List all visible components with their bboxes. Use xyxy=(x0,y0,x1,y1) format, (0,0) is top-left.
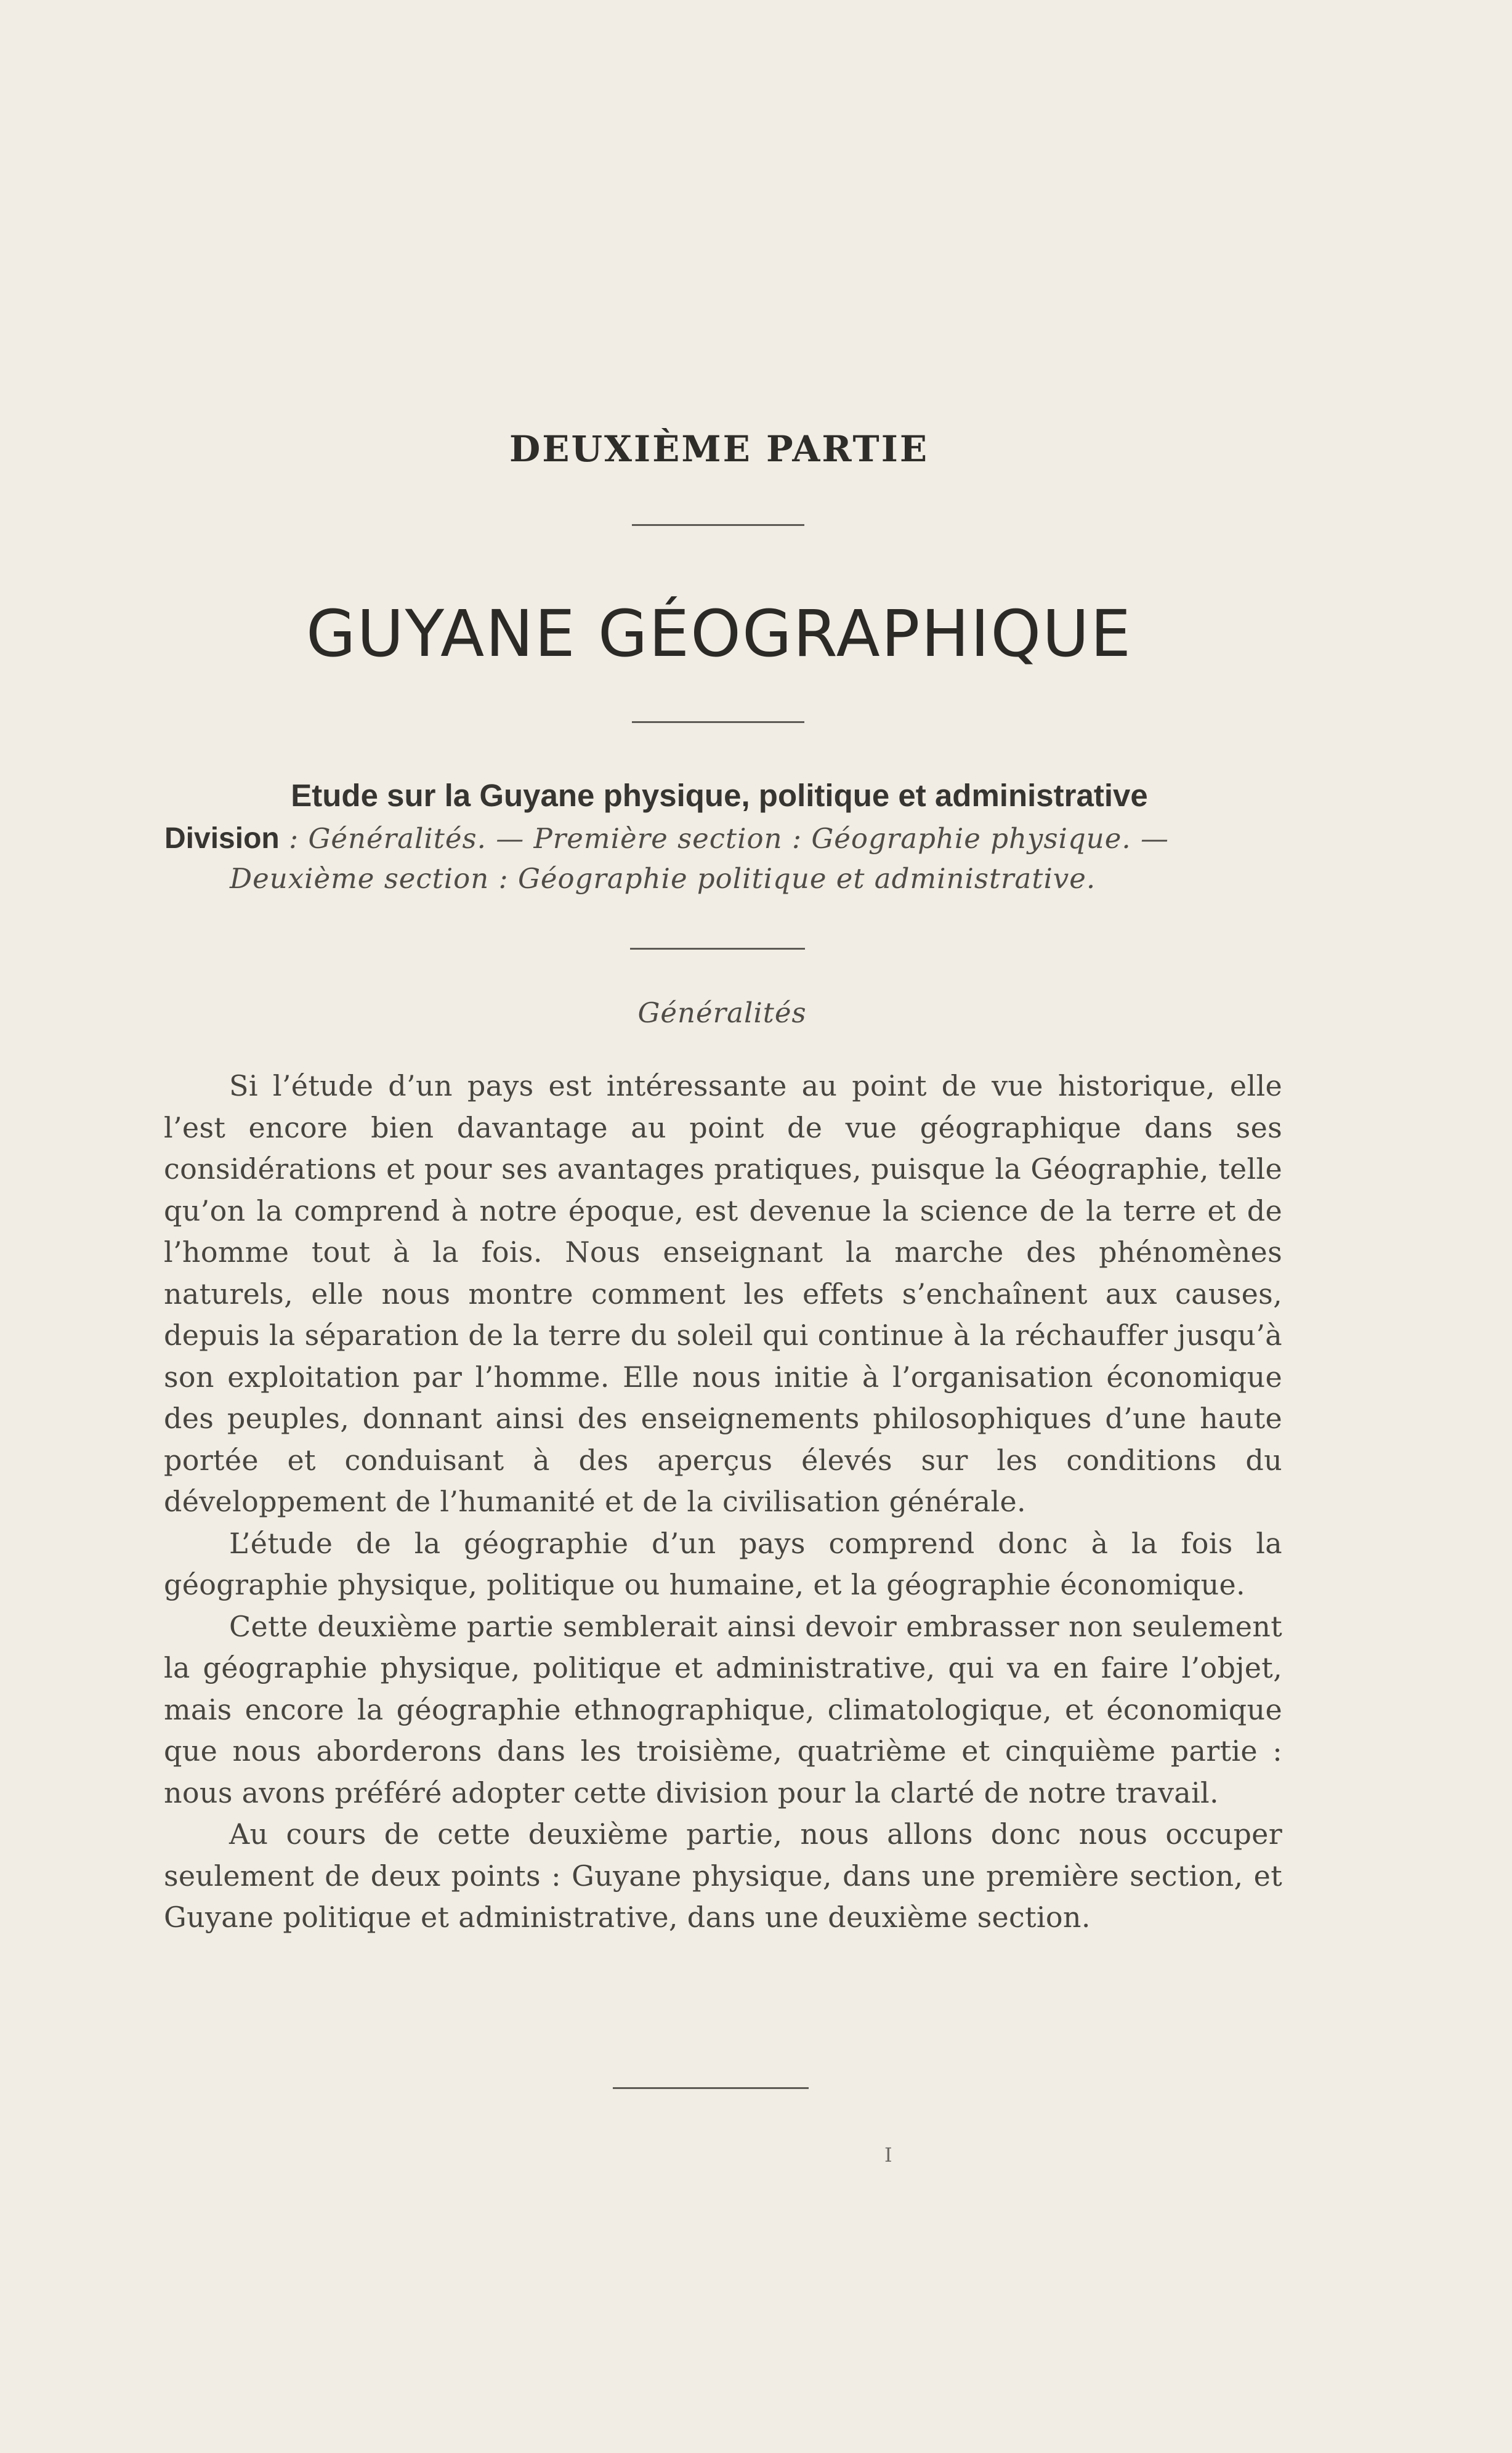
page-folio: I xyxy=(884,2143,892,2167)
paragraph: Cette deuxième partie semblerait ainsi devoir embrasser non seulement la géographie physique, politique et administrative, qui va en faire l’objet, mais encore la géographie ethnographique, climatologique, et économique que nous aborderons dans les troisième, quatrième et cinquième partie : nous avons préféré adopter cette division pour la clarté de notre travail. xyxy=(164,1609,1282,1809)
division-line-continued: Deuxième section : Géographie politique et administrative. xyxy=(230,862,1096,895)
division-line xyxy=(164,822,1285,855)
body-text xyxy=(164,1065,1282,1939)
division-label: Division xyxy=(164,822,280,855)
divider-rule xyxy=(632,721,804,723)
study-title: Etude sur la Guyane physique, politique et administrative xyxy=(291,778,1148,813)
main-title: GUYANE GÉOGRAPHIQUE xyxy=(305,596,1133,671)
paragraph: Au cours de cette deuxième partie, nous allons donc nous occuper seulement de deux points : Guyane physique, dans une première section, et Guyane politique et administrative, dans une deuxième section. xyxy=(164,1817,1282,1934)
division-contents: : Généralités. — Première section : Géographie physique. — xyxy=(279,822,1169,855)
section-heading: Généralités xyxy=(637,996,807,1029)
paragraph: L’étude de la géographie d’un pays comprend donc à la fois la géographie physique, politique ou humaine, et la géographie économique. xyxy=(164,1526,1282,1601)
paragraph: Si l’étude d’un pays est intéressante au point de vue historique, elle l’est encore bien davantage au point de vue géographique dans ses considérations et pour ses avantages pratiques, puisque la Géographie, telle qu’on la comprend à notre époque, est devenue la science de la terre et de l’homme tout à la fois. Nous enseignant la marche des phénomènes naturels, elle nous montre comment les effets s’enchaînent aux causes, depuis la séparation de la terre du soleil qui continue à la réchauffer jusqu’à son exploitation par l’homme. Elle nous initie à l’organisation économique des peuples, donnant ainsi des enseignements philosophiques d’une haute portée et conduisant à des aperçus élevés sur les conditions du développement de l’humanité et de la civilisation générale. xyxy=(164,1069,1282,1518)
part-label: DEUXIÈME PARTIE xyxy=(509,428,929,470)
divider-rule xyxy=(630,948,805,950)
divider-rule xyxy=(613,2087,809,2089)
divider-rule xyxy=(632,524,804,526)
